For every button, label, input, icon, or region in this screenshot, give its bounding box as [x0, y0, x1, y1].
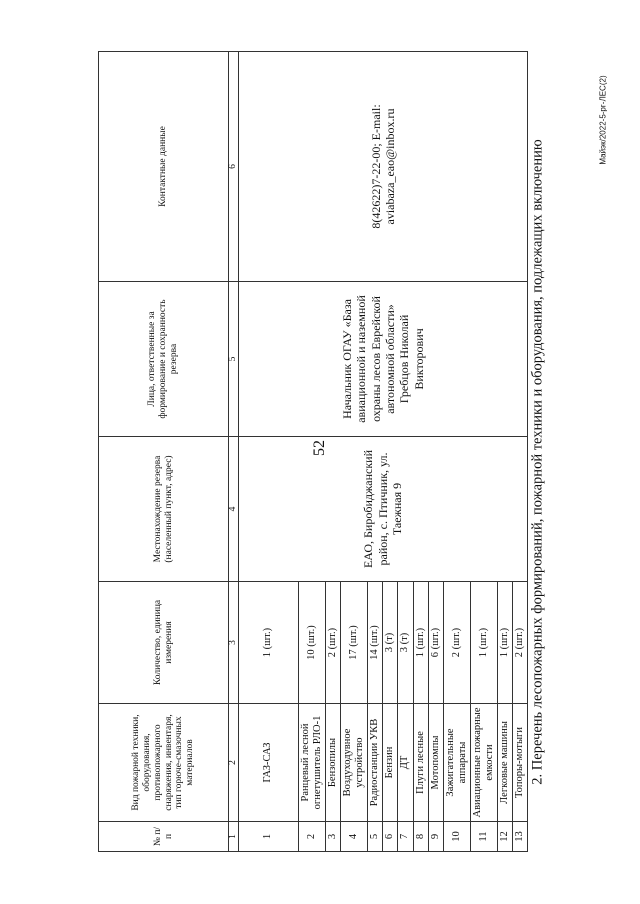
header-responsible: Лица, ответственные за формирование и сохранность резерва [99, 282, 229, 437]
reserve-table [98, 51, 528, 852]
column-number: 1 [229, 822, 239, 852]
row-quantity: 1 (шт.) [470, 582, 497, 704]
row-number: 8 [413, 822, 428, 852]
row-quantity: 1 (шт.) [497, 582, 512, 704]
header-quantity: Количество, единица измерения [99, 582, 229, 704]
table-header-row [99, 52, 229, 852]
table-container [98, 52, 525, 852]
row-type: Топоры-мотыги [512, 704, 527, 822]
row-number: 1 [239, 822, 299, 852]
row-quantity: 17 (шт.) [341, 582, 368, 704]
row-number: 9 [428, 822, 443, 852]
column-number: 3 [229, 582, 239, 704]
row-number: 13 [512, 822, 527, 852]
row-number: 12 [497, 822, 512, 852]
row-type: Воздуходувное устройство [341, 704, 368, 822]
column-number: 5 [229, 282, 239, 437]
row-number: 7 [398, 822, 413, 852]
section-title: 2. Перечень лесопожарных формирований, пожарной техники и оборудования, подлежащих включению [529, 139, 546, 785]
row-quantity: 6 (шт.) [428, 582, 443, 704]
row-number: 6 [383, 822, 398, 852]
row-number: 10 [443, 822, 470, 852]
row-quantity: 2 (шт.) [443, 582, 470, 704]
row-type: ДТ [398, 704, 413, 822]
row-number: 11 [470, 822, 497, 852]
location-cell: ЕАО, Биробиджанский район, с. Птичник, ул. Таежная 9 [239, 437, 528, 582]
row-type: Ранцевый лесной огнетушитель РЛО-1 [299, 704, 326, 822]
row-quantity: 3 (т) [383, 582, 398, 704]
row-quantity: 1 (шт.) [239, 582, 299, 704]
row-quantity: 14 (шт.) [368, 582, 383, 704]
row-type: ГАЗ-САЗ [239, 704, 299, 822]
row-type: Зажигательные аппараты [443, 704, 470, 822]
row-number: 3 [326, 822, 341, 852]
row-type: Легковые машины [497, 704, 512, 822]
row-quantity: 2 (шт.) [512, 582, 527, 704]
header-location: Местонахождение резерва (населенный пункт, адрес) [99, 437, 229, 582]
row-type: Бензопилы [326, 704, 341, 822]
row-quantity: 2 (шт.) [326, 582, 341, 704]
row-type: Радиостанции УКВ [368, 704, 383, 822]
row-type: Авиационные пожарные емкости [470, 704, 497, 822]
row-quantity: 1 (шт.) [413, 582, 428, 704]
header-number: № п/п [99, 822, 229, 852]
column-number: 2 [229, 704, 239, 822]
column-number: 6 [229, 52, 239, 282]
row-quantity: 3 (т) [398, 582, 413, 704]
row-number: 2 [299, 822, 326, 852]
header-type: Вид пожарной техники, оборудования, противопожарного снаряжения, инвентаря, тип горюче-смазочных материалов [99, 704, 229, 822]
contacts-cell: 8(42622)7-22-00; E-mail: aviabaza_eao@inbox.ru [239, 52, 528, 282]
row-quantity: 10 (шт.) [299, 582, 326, 704]
row-number: 5 [368, 822, 383, 852]
header-contacts: Контактные данные [99, 52, 229, 282]
row-type: Плуги лесные [413, 704, 428, 822]
column-number-row [229, 52, 239, 852]
rotated-table [98, 52, 525, 852]
row-type: Бензин [383, 704, 398, 822]
table-row [239, 52, 299, 852]
column-number: 4 [229, 437, 239, 582]
row-number: 4 [341, 822, 368, 852]
document-code: Майэк/2022-5-рг-ЛЕС(2) [598, 75, 608, 165]
responsible-cell: Начальник ОГАУ «База авиационной и наземной охраны лесов Еврейской автономной области» Гребцов Николай Викторович [239, 282, 528, 437]
page-number: 52 [311, 440, 328, 456]
row-type: Мотопомпы [428, 704, 443, 822]
